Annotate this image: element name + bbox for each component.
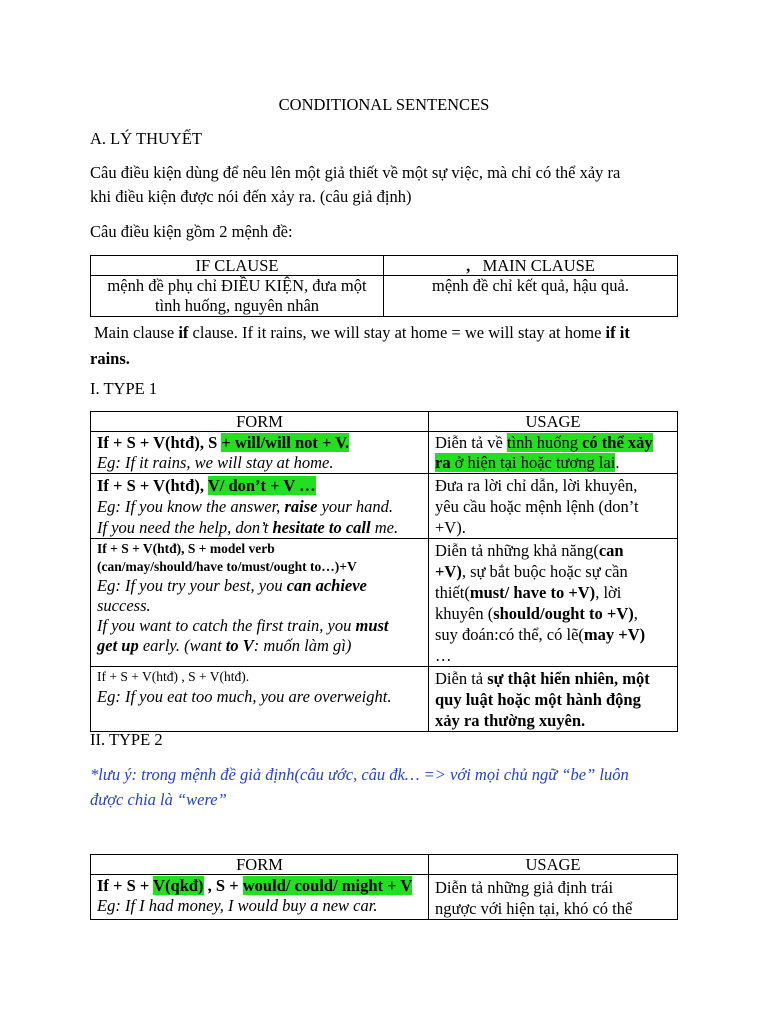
type2-form-header: FORM [91, 855, 429, 875]
type2-heading: II. TYPE 2 [90, 730, 163, 749]
type1-row1-usage-hl1b: có thể xảy [582, 433, 653, 452]
type1-row1-usage-hl2: ở hiện tại hoặc tương lai [450, 453, 616, 472]
type1-row1-form-text: If + S + V(htđ), S [97, 433, 222, 452]
type2-usage-header: USAGE [429, 855, 678, 875]
type1-row2-usage-1: Đưa ra lời chỉ dẫn, lời khuyên, [435, 476, 638, 495]
type1-row3-u4-b: should/ought to +V) [493, 604, 634, 623]
type1-row4-usage [429, 667, 678, 732]
type1-row3-u2-b: , sự bắt buộc hoặc sự cần [461, 562, 628, 581]
clause-comma: , [466, 256, 471, 275]
type1-row4-form [91, 667, 429, 732]
type2-row1-f-hl1: V(qkđ) [153, 876, 204, 895]
main-clause-description: mệnh đề chỉ kết quả, hậu quả. [384, 276, 678, 317]
type1-heading: I. TYPE 1 [90, 379, 158, 398]
type1-row3-u5-b: may +V) [583, 625, 646, 644]
type2-row-1 [91, 875, 678, 920]
type2-row1-f-hl2: would/ could/ might + V [242, 876, 413, 895]
type1-row3-eg2: success. [97, 596, 151, 615]
clauses-intro: Câu điều kiện gồm 2 mệnh đề: [90, 222, 293, 241]
type1-usage-header: USAGE [429, 412, 678, 432]
clause-table [90, 255, 678, 317]
type1-row4-u1-b: sự thật hiển nhiên, một [487, 669, 650, 688]
type1-row3-eg4-d: : muốn làm gì) [253, 636, 352, 655]
intro-line-1: Câu điều kiện dùng để nêu lên một giả thiết về một sự việc, mà chỉ có thể xảy ra [90, 163, 621, 182]
type2-row1-form [91, 875, 429, 920]
type1-row3-u6: … [435, 646, 452, 665]
note-bold-if: if [178, 323, 189, 342]
if-clause-header: IF CLAUSE [91, 256, 384, 276]
type2-row1-u1: Diễn tả những giả định trái [435, 878, 614, 897]
type1-row4-example: Eg: If you eat too much, you are overweight. [97, 687, 392, 706]
type1-row4-u2: quy luật hoặc một hành động [435, 690, 641, 709]
intro-paragraph [90, 162, 620, 208]
type1-row3-u1-b: can [598, 541, 624, 560]
type1-row3-form [91, 539, 429, 667]
type1-row3-eg4-b: early. (want [138, 636, 226, 655]
main-clause-note [90, 320, 684, 372]
type1-row3-u4-a: khuyên ( [435, 604, 494, 623]
type1-form-header: FORM [91, 412, 429, 432]
type1-row4-form-text: If + S + V(htđ) , S + V(htđ). [97, 669, 250, 684]
if-desc-line-1: mệnh đề phụ chỉ ĐIỀU KIỆN, đưa một [107, 276, 367, 295]
type1-row3-form-1: If + S + V(htđ), S + model verb [97, 541, 275, 556]
type1-row-4 [91, 667, 678, 732]
note-part-2: clause. If it rains, we will stay at home = we will stay at home [188, 323, 606, 342]
type1-row2-eg1-c: your hand. [317, 497, 394, 516]
type1-row3-u4-c: , [633, 604, 638, 623]
type1-row2-eg2-b: hesitate to call [272, 518, 371, 537]
type1-row2-usage [429, 474, 678, 539]
note-bold-rains: rains. [90, 349, 130, 368]
type1-row2-eg2-a: If you need the help, don’t [97, 518, 273, 537]
type1-row1-usage [429, 432, 678, 474]
type1-row2-form [91, 474, 429, 539]
type1-row3-form-2: (can/may/should/have to/must/ought to…)+V [97, 559, 357, 574]
page-title: CONDITIONAL SENTENCES [278, 95, 490, 114]
type1-row-3 [91, 539, 678, 667]
type1-row2-form-highlight: V/ don’t + V … [207, 476, 316, 495]
type1-row3-eg3-a: If you want to catch the first train, you [97, 616, 356, 635]
type1-row3-u1-a: Diễn tả những khả năng( [435, 541, 599, 560]
type1-row4-u3: xảy ra thường xuyên. [435, 711, 586, 730]
type1-row1-form-highlight: + will/will not + V. [221, 433, 350, 452]
type1-row2-usage-2: yêu cầu hoặc mệnh lệnh (don’t [435, 497, 639, 516]
type1-row3-usage [429, 539, 678, 667]
main-clause-header-label: MAIN CLAUSE [482, 256, 595, 275]
type1-row3-u5-a: suy đoán:có thể, có lẽ( [435, 625, 584, 644]
type1-row2-usage-3: +V). [435, 518, 466, 537]
type1-row1-form [91, 432, 429, 474]
type2-row1-u2: ngược với hiện tại, khó có thể [435, 899, 633, 918]
intro-line-2: khi điều kiện được nói đến xảy ra. (câu giả định) [90, 187, 412, 207]
type1-row3-u2-a: +V) [435, 562, 462, 581]
type1-row4-u1-a: Diễn tả [435, 669, 488, 688]
type1-row1-usage-hl2b: ra [435, 453, 451, 472]
type1-row1-usage-pre: Diễn tả về [435, 433, 507, 452]
type2-row1-f1: If + S + [97, 876, 154, 895]
type1-row3-u3-c: , lời [595, 583, 622, 602]
type1-row2-eg1-b: raise [284, 497, 318, 516]
type1-row3-eg3-b: must [355, 616, 389, 635]
type1-row3-u3-b: must/ have to +V) [469, 583, 596, 602]
type2-row1-example: Eg: If I had money, I would buy a new car. [97, 896, 378, 915]
type1-row1-example: Eg: If it rains, we will stay at home. [97, 453, 334, 472]
type1-row2-form-text: If + S + V(htđ), [97, 476, 208, 495]
type1-row-2 [91, 474, 678, 539]
type2-note-line-2: được chia là “were” [90, 790, 227, 809]
note-bold-if-it: if it [605, 323, 630, 342]
section-a-heading: A. LÝ THUYẾT [90, 129, 202, 148]
type1-row2-eg1-a: Eg: If you know the answer, [97, 497, 285, 516]
main-clause-header [384, 256, 678, 276]
type2-row1-f2: , S + [203, 876, 243, 895]
type1-row2-eg2-c: me. [370, 518, 399, 537]
if-desc-line-2: tình huống, nguyên nhân [154, 296, 320, 315]
note-part-1: Main clause [94, 323, 179, 342]
type1-row-1 [91, 432, 678, 474]
type1-row3-eg1-a: Eg: If you try your best, you [97, 576, 287, 595]
type1-row1-usage-hl1: tình huống [506, 433, 583, 452]
type1-table [90, 411, 678, 732]
type2-note [90, 762, 629, 812]
type1-row3-eg4-a: get up [97, 636, 139, 655]
type1-row3-eg4-c: to V [225, 636, 254, 655]
type2-row1-usage [429, 875, 678, 920]
type1-row3-u3-a: thiết( [435, 583, 470, 602]
type1-row1-usage-end: . [615, 453, 620, 472]
type2-note-line-1: *lưu ý: trong mệnh đề giả định(câu ước, câu đk… => với mọi chủ ngữ “be” luôn [90, 765, 629, 784]
if-clause-description [91, 276, 384, 317]
type1-row3-eg1-b: can achieve [286, 576, 367, 595]
type2-table [90, 854, 678, 920]
